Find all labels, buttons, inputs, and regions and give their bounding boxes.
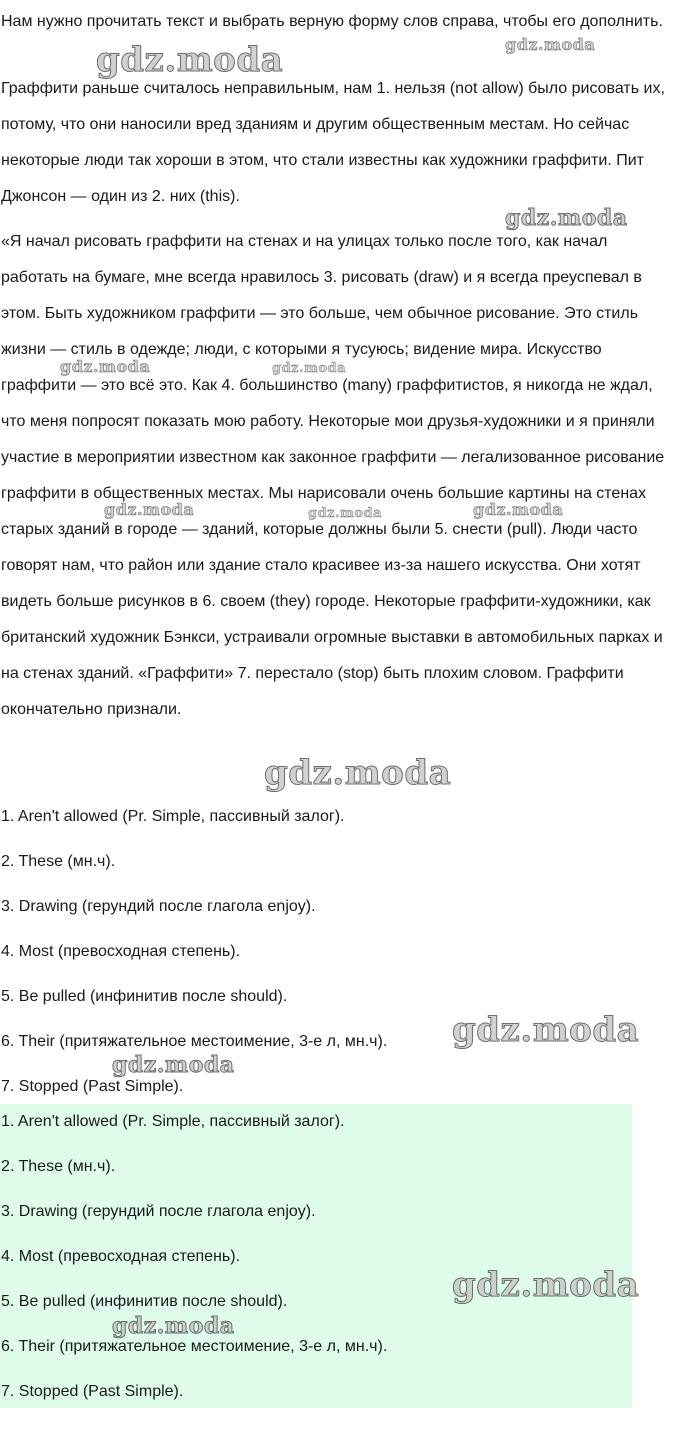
text-paragraph-1: Граффити раньше считалось неправильным, нам 1. нельзя (not allow) было рисовать их, потому, что они наносили вред зданиям и другим общественным местам. Но сейчас некоторые люди так хороши в этом, что стали известны как художники граффити. Пит Джонсон — один из 2. них (this). (1, 80, 665, 205)
highlighted-answer-item: 7. Stopped (Past Simple). (1, 1383, 184, 1400)
answer-item: 4. Most (превосходная степень). (1, 943, 241, 960)
watermark-logo: gdz.moda (96, 40, 284, 80)
watermark-logo: gdz.moda (112, 1313, 235, 1339)
highlighted-answer-item: 2. These (мн.ч). (1, 1158, 116, 1175)
watermark-logo: gdz.moda (505, 35, 596, 54)
watermark-logo: gdz.moda (272, 361, 347, 376)
answer-item: 5. Be pulled (инфинитив после should). (1, 988, 288, 1005)
answer-list (0, 799, 676, 1114)
watermark-logo: gdz.moda (308, 506, 383, 521)
watermark-logo: gdz.moda (505, 205, 628, 231)
highlighted-answer-list (0, 1104, 676, 1419)
watermark-logo: gdz.moda (264, 753, 452, 793)
text-paragraph-2: «Я начал рисовать граффити на стенах и на улицах только после того, как начал работать на бумаге, мне всегда нравилось 3. рисовать (draw) и я всегда преуспевал в этом. Быть художником граффити — это больше, чем обычное рисование. Это стиль жизни — стиль в одежде; люди, с которыми я тусуюсь; видение мира. Искусство граффити — это всё это. Как 4. большинство (many) граффитистов, я никогда не ждал, что меня попросят показать мою работу. Некоторые мои друзья-художники и я приняли участие в мероприятии известном как законное граффити — легализованное рисование граффити в общественных местах. Мы нарисовали очень большие картины на стенах старых зданий в городе — зданий, которые должны были 5. снести (pull). Люди часто говорят нам, что район или здание стало красивее из-за нашего искусства. Они хотят видеть больше рисунков в 6. своем (they) городе. Некоторые граффити-художники, как британский художник Бэнкси, устраивали огромные выставки в автомобильных парках и на стенах зданий. «Граффити» 7. перестало (stop) быть плохим словом. Граффити окончательно признали. (1, 233, 665, 718)
answer-item: 7. Stopped (Past Simple). (1, 1078, 184, 1095)
watermark-logo: gdz.moda (473, 500, 564, 519)
highlighted-answer-item: 5. Be pulled (инфинитив после should). (1, 1293, 288, 1310)
highlighted-answer-item: 1. Aren't allowed (Pr. Simple, пассивный залог). (1, 1113, 345, 1130)
watermark-logo: gdz.moda (452, 1265, 640, 1305)
answer-item: 3. Drawing (герундий после глагола enjoy). (1, 898, 316, 915)
watermark-logo: gdz.moda (112, 1052, 235, 1078)
watermark-logo: gdz.moda (452, 1010, 640, 1050)
task-intro: Нам нужно прочитать текст и выбрать верную форму слов справа, чтобы его дополнить. (1, 13, 663, 30)
answer-item: 6. Their (притяжательное местоимение, 3-е л, мн.ч). (1, 1033, 388, 1050)
answer-item: 2. These (мн.ч). (1, 853, 116, 870)
highlighted-answer-item: 6. Their (притяжательное местоимение, 3-е л, мн.ч). (1, 1338, 388, 1355)
watermark-logo: gdz.moda (60, 357, 151, 376)
watermark-logo: gdz.moda (104, 500, 195, 519)
highlighted-answer-item: 3. Drawing (герундий после глагола enjoy). (1, 1203, 316, 1220)
highlighted-answer-item: 4. Most (превосходная степень). (1, 1248, 241, 1265)
answer-item: 1. Aren't allowed (Pr. Simple, пассивный залог). (1, 808, 345, 825)
